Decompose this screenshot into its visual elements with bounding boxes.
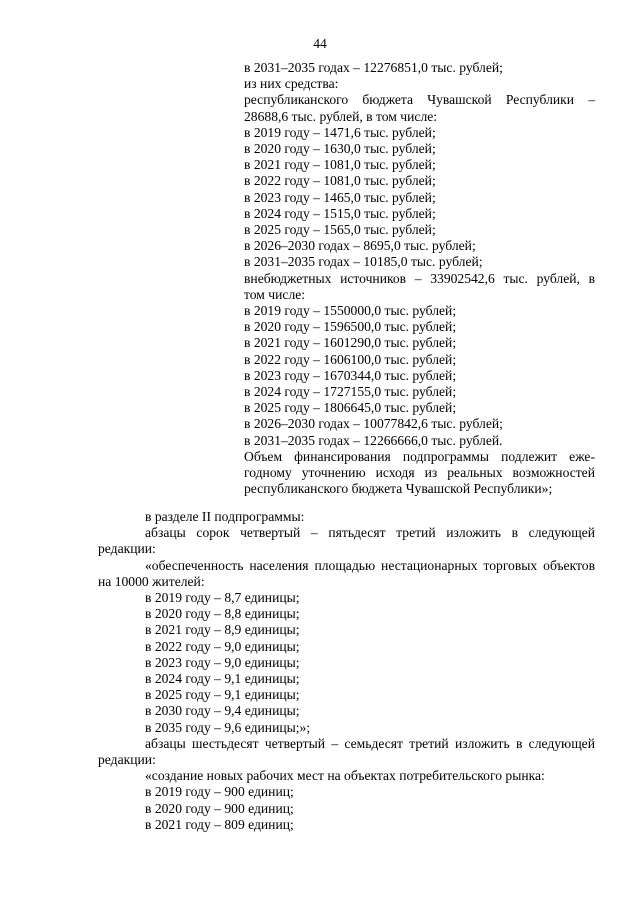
- list-item: в 2022 году – 9,0 единицы;: [145, 638, 300, 654]
- list-item: в 2021 году – 8,9 единицы;: [145, 622, 300, 638]
- text-line: в 2024 году – 1727155,0 тыс. рублей;: [244, 384, 457, 400]
- financing-block: [244, 60, 595, 497]
- list-item: в 2023 году – 9,0 единицы;: [145, 654, 300, 670]
- text-line: в 2021 году – 1601290,0 тыс. рублей;: [244, 335, 457, 351]
- text-line: годному уточнению исходя из реальных возможностей: [244, 465, 595, 481]
- text-line: в 2025 году – 1565,0 тыс. рублей;: [244, 222, 436, 238]
- section-intro: в разделе II подпрограммы:: [145, 509, 305, 524]
- text-line: в 2031–2035 годах – 12266666,0 тыс. рублей.: [244, 432, 503, 448]
- text-line: в 2023 году – 1465,0 тыс. рублей;: [244, 189, 436, 205]
- text-line: в 2026–2030 годах – 8695,0 тыс. рублей;: [244, 238, 476, 254]
- text-line: том числе:: [244, 286, 306, 302]
- text-line: в 2023 году – 1670344,0 тыс. рублей;: [244, 367, 457, 383]
- text-line: в 2022 году – 1081,0 тыс. рублей;: [244, 173, 436, 189]
- text-line: в 2026–2030 годах – 10077842,6 тыс. рублей;: [244, 416, 503, 432]
- quote-paragraph: «создание новых рабочих мест на объектах потребительского рынка:: [145, 768, 545, 784]
- text-line: республиканского бюджета Чувашской Республики –: [244, 92, 595, 108]
- paragraph: абзацы сорок четвертый – пятьдесят третий изложить в следующей редакции:: [98, 525, 595, 557]
- text-line: в 2031–2035 годах – 10185,0 тыс. рублей;: [244, 254, 483, 270]
- list-item: в 2020 году – 8,8 единицы;: [145, 606, 300, 622]
- text-line: в 2022 году – 1606100,0 тыс. рублей;: [244, 351, 457, 367]
- list-item: в 2024 году – 9,1 единицы;: [145, 671, 300, 687]
- list-item: в 2019 году – 900 единиц;: [145, 784, 294, 800]
- amendments-block: [98, 509, 595, 833]
- list-item: в 2030 году – 9,4 единицы;: [145, 703, 300, 719]
- text-line: в 2031–2035 годах – 12276851,0 тыс. рублей;: [244, 60, 503, 75]
- list-item: в 2019 году – 8,7 единицы;: [145, 590, 300, 606]
- list-item: в 2025 году – 9,1 единицы;: [145, 687, 300, 703]
- text-line: в 2019 году – 1471,6 тыс. рублей;: [244, 124, 436, 140]
- paragraph: абзацы шестьдесят четвертый – семьдесят третий изложить в следующей редакции:: [98, 735, 595, 768]
- page-number: 44: [313, 36, 327, 51]
- text-line: в 2020 году – 1630,0 тыс. рублей;: [244, 141, 436, 157]
- text-line: 28688,6 тыс. рублей, в том числе:: [244, 108, 438, 124]
- text-line: внебюджетных источников – 33902542,6 тыс. рублей, в: [244, 270, 595, 286]
- quote-paragraph: «обеспеченность населения площадью нестационарных торговых объектов на 10000 жителей:: [98, 557, 595, 589]
- text-line: в 2020 году – 1596500,0 тыс. рублей;: [244, 319, 457, 335]
- list-item: в 2021 году – 809 единиц;: [145, 816, 294, 832]
- text-line: Объем финансирования подпрограммы подлежит еже-: [244, 448, 595, 464]
- text-line: республиканского бюджета Чувашской Республики»;: [244, 481, 553, 497]
- text-line: из них средства:: [244, 76, 339, 92]
- text-line: в 2019 году – 1550000,0 тыс. рублей;: [244, 303, 457, 319]
- text-line: в 2025 году – 1806645,0 тыс. рублей;: [244, 400, 457, 416]
- list-item: в 2020 году – 900 единиц;: [145, 800, 294, 816]
- text-line: в 2021 году – 1081,0 тыс. рублей;: [244, 157, 436, 173]
- text-line: в 2024 году – 1515,0 тыс. рублей;: [244, 205, 436, 221]
- list-item: в 2035 году – 9,6 единицы;»;: [145, 719, 311, 735]
